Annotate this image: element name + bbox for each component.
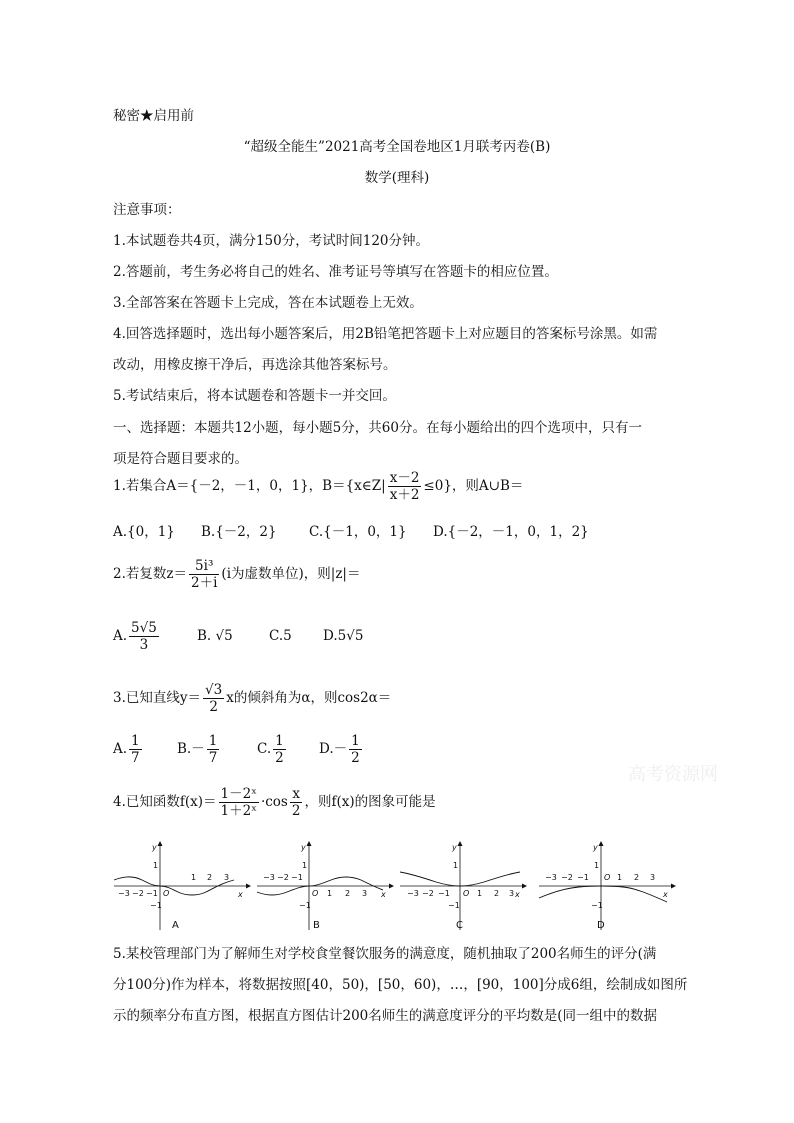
graph-b-label: B: [313, 920, 320, 931]
q3-stem-pre: 3.已知直线y＝: [113, 690, 202, 706]
tick-y-neg-1: −1: [150, 901, 162, 910]
tick-neg-2: −2: [422, 889, 434, 898]
q3-option-c: [257, 733, 319, 766]
question-5-line-2: 分100分)作为样本，将数据按照[40，50)，[50，60)，…，[90，100]分成6组，绘制成如图所: [113, 977, 688, 993]
axis-x-label: x: [515, 890, 520, 899]
tick-neg-1: −1: [577, 873, 589, 882]
tick-neg-3: −3: [118, 889, 130, 898]
q1-option-b: B.{－2，2}: [201, 524, 277, 540]
origin-label: O: [163, 889, 170, 898]
tick-neg-2: −2: [277, 873, 289, 882]
origin-label: O: [604, 873, 611, 882]
tick-y-neg-1: −1: [299, 901, 311, 910]
q2-stem-post: (i为虚数单位)，则|z|＝: [221, 566, 361, 582]
q3-denominator: 2: [209, 699, 218, 715]
question-5-line-3: 示的频率分布直方图，根据直方图估计200名师生的满意度评分的平均数是(同一组中的数据: [113, 1008, 658, 1024]
graph-c-label: C: [456, 920, 463, 931]
axis-x-label: x: [238, 890, 243, 899]
note-item: 3.全部答案在答题卡上完成，答在本试题卷上无效。: [113, 295, 423, 311]
q3-option-a-numerator: 1: [131, 733, 140, 749]
axis-y-label: y: [301, 843, 306, 852]
axis-y-label: y: [452, 843, 457, 852]
tick-neg-1: −1: [146, 889, 158, 898]
question-2: [113, 558, 360, 591]
tick-pos-1: 1: [191, 873, 197, 882]
q4-stem-post: ，则f(x)的图象可能是: [304, 794, 436, 810]
section-heading: 一、选择题：本题共12小题，每小题5分，共60分。在每小题给出的四个选项中，只有一: [113, 420, 642, 436]
graph-a-label: A: [172, 920, 179, 931]
q3-option-b: [177, 733, 257, 766]
q2-option-d: D.5√5: [323, 628, 364, 644]
q3-option-b-sign: －: [191, 741, 205, 757]
tick-pos-1: 1: [617, 873, 623, 882]
question-4: [113, 786, 436, 819]
origin-label: O: [312, 889, 319, 898]
tick-pos-3: 3: [224, 873, 230, 882]
q2-stem-pre: 2.若复数z＝: [113, 566, 187, 582]
q4-numerator: 1－2ˣ: [220, 786, 257, 802]
tick-y-neg-1: −1: [591, 901, 603, 910]
note-item: 5.考试结束后，将本试题卷和答题卡一并交回。: [113, 388, 396, 404]
tick-pos-3: 3: [362, 889, 368, 898]
question-1: [113, 470, 523, 503]
q4-denominator: 1＋2ˣ: [220, 803, 257, 819]
tick-pos-1: 1: [477, 889, 483, 898]
tick-neg-2: −2: [561, 873, 573, 882]
tick-neg-1: −1: [291, 873, 303, 882]
notes-heading: 注意事项：: [113, 202, 181, 218]
graph-c-svg: [398, 840, 528, 932]
note-item: 1.本试题卷共4页，满分150分，考试时间120分钟。: [113, 233, 430, 249]
q3-option-c-label: C.: [257, 741, 272, 757]
graph-d: [537, 840, 677, 932]
q3-stem-post: x的倾斜角为α，则cos2α＝: [226, 690, 392, 706]
note-item: 改动，用橡皮擦干净后，再选涂其他答案标号。: [113, 357, 397, 373]
q3-option-d: [319, 733, 364, 766]
graph-d-svg: [537, 840, 677, 932]
q2-option-a-denominator: 3: [139, 637, 149, 653]
q3-option-d-label: D.: [319, 741, 334, 757]
q4-stem-pre: 4.已知函数f(x)＝: [113, 794, 217, 810]
q3-option-d-numerator: 1: [351, 733, 360, 749]
question-3-options: [113, 733, 364, 766]
q3-option-a: [113, 733, 177, 766]
tick-pos-3: 3: [509, 889, 515, 898]
tick-pos-2: 2: [345, 889, 351, 898]
q4-mid: ·cos: [260, 794, 288, 810]
question-5-line-1: 5.某校管理部门为了解师生对学校食堂餐饮服务的满意度，随机抽取了200名师生的评分(满: [113, 946, 657, 962]
note-item: 4.回答选择题时，选出每小题答案后，用2B铅笔把答题卡上对应题目的答案标号涂黑。如需: [113, 326, 658, 342]
watermark: 高考资源网: [628, 764, 718, 785]
q3-option-c-fraction: [273, 733, 286, 766]
q3-option-b-denominator: 7: [208, 750, 218, 766]
tick-y-neg-1: −1: [448, 901, 460, 910]
q2-denominator: 2＋i: [191, 575, 218, 591]
graph-c: [398, 840, 528, 932]
q2-option-a: [113, 620, 197, 653]
graph-a-svg: [112, 840, 252, 932]
tick-pos-2: 2: [494, 889, 500, 898]
q2-option-a-label: A.: [113, 628, 128, 644]
tick-neg-2: −2: [132, 889, 144, 898]
note-item: 2.答题前，考生务必将自己的姓名、准考证号等填写在答题卡的相应位置。: [113, 264, 558, 280]
graph-d-label: D: [597, 920, 605, 931]
q1-stem-pre: 1.若集合A＝{－2，－1，0，1}，B＝{x∈Z|: [113, 478, 386, 494]
q1-option-a: A.{0，1}: [113, 524, 175, 540]
q1-denominator: x＋2: [389, 487, 420, 503]
q3-option-d-denominator: 2: [351, 750, 360, 766]
q3-option-c-numerator: 1: [275, 733, 284, 749]
q3-option-b-label: B.: [177, 741, 192, 757]
q3-option-d-sign: －: [333, 741, 348, 757]
secret-label: 秘密★启用前: [113, 108, 194, 124]
axis-y-label: y: [593, 843, 598, 852]
q4-fraction: [219, 786, 259, 819]
q3-option-a-fraction: [129, 733, 142, 766]
q2-option-c: C.5: [269, 628, 292, 644]
q2-option-b: B. √5: [197, 628, 233, 644]
axis-y-label: y: [152, 843, 157, 852]
q3-option-a-label: A.: [113, 741, 128, 757]
question-3: [113, 682, 391, 715]
tick-y-1: 1: [594, 861, 600, 870]
graph-a: [112, 840, 252, 932]
q1-stem-post: ≤0}，则A∪B＝: [423, 478, 524, 494]
q3-fraction: [203, 682, 224, 715]
tick-pos-1: 1: [327, 889, 333, 898]
tick-y-1: 1: [153, 861, 159, 870]
question-1-options: [113, 520, 589, 540]
tick-y-1: 1: [302, 861, 308, 870]
q1-numerator: x－2: [389, 470, 420, 486]
q1-fraction: [388, 470, 422, 503]
q4-fraction-2: [290, 786, 303, 819]
q4-numerator-2: x: [290, 786, 303, 803]
tick-neg-3: −3: [407, 889, 419, 898]
q2-option-a-fraction: [129, 620, 159, 653]
tick-neg-3: −3: [545, 873, 557, 882]
axis-x-label: x: [381, 890, 386, 899]
tick-pos-2: 2: [634, 873, 640, 882]
q3-option-c-denominator: 2: [275, 750, 284, 766]
axis-x-label: x: [663, 890, 668, 899]
graph-b: [255, 840, 395, 932]
tick-pos-3: 3: [650, 873, 656, 882]
q3-option-b-fraction: [207, 733, 220, 766]
q4-denominator-2: 2: [291, 803, 301, 819]
q2-option-a-numerator: 5√5: [131, 620, 157, 636]
exam-title: “超级全能生”2021高考全国卷地区1月联考丙卷(B): [243, 139, 551, 155]
tick-pos-2: 2: [207, 873, 213, 882]
section-heading-cont: 项是符合题目要求的。: [113, 451, 248, 467]
q3-option-b-numerator: 1: [208, 733, 218, 749]
origin-label: O: [463, 889, 470, 898]
tick-neg-1: −1: [438, 889, 450, 898]
q1-option-d: D.{－2，－1，0，1，2}: [433, 524, 589, 540]
q2-fraction: [189, 558, 219, 591]
tick-neg-3: −3: [263, 873, 275, 882]
exam-subject: 数学(理科): [364, 170, 430, 186]
q3-option-a-denominator: 7: [131, 750, 140, 766]
question-2-options: [113, 620, 363, 653]
q3-option-d-fraction: [349, 733, 362, 766]
q2-numerator: 5i³: [189, 558, 219, 575]
graph-b-svg: [255, 840, 395, 932]
q3-numerator: √3: [205, 682, 223, 698]
tick-y-1: 1: [453, 861, 459, 870]
q1-option-c: C.{－1，0，1}: [309, 524, 407, 540]
